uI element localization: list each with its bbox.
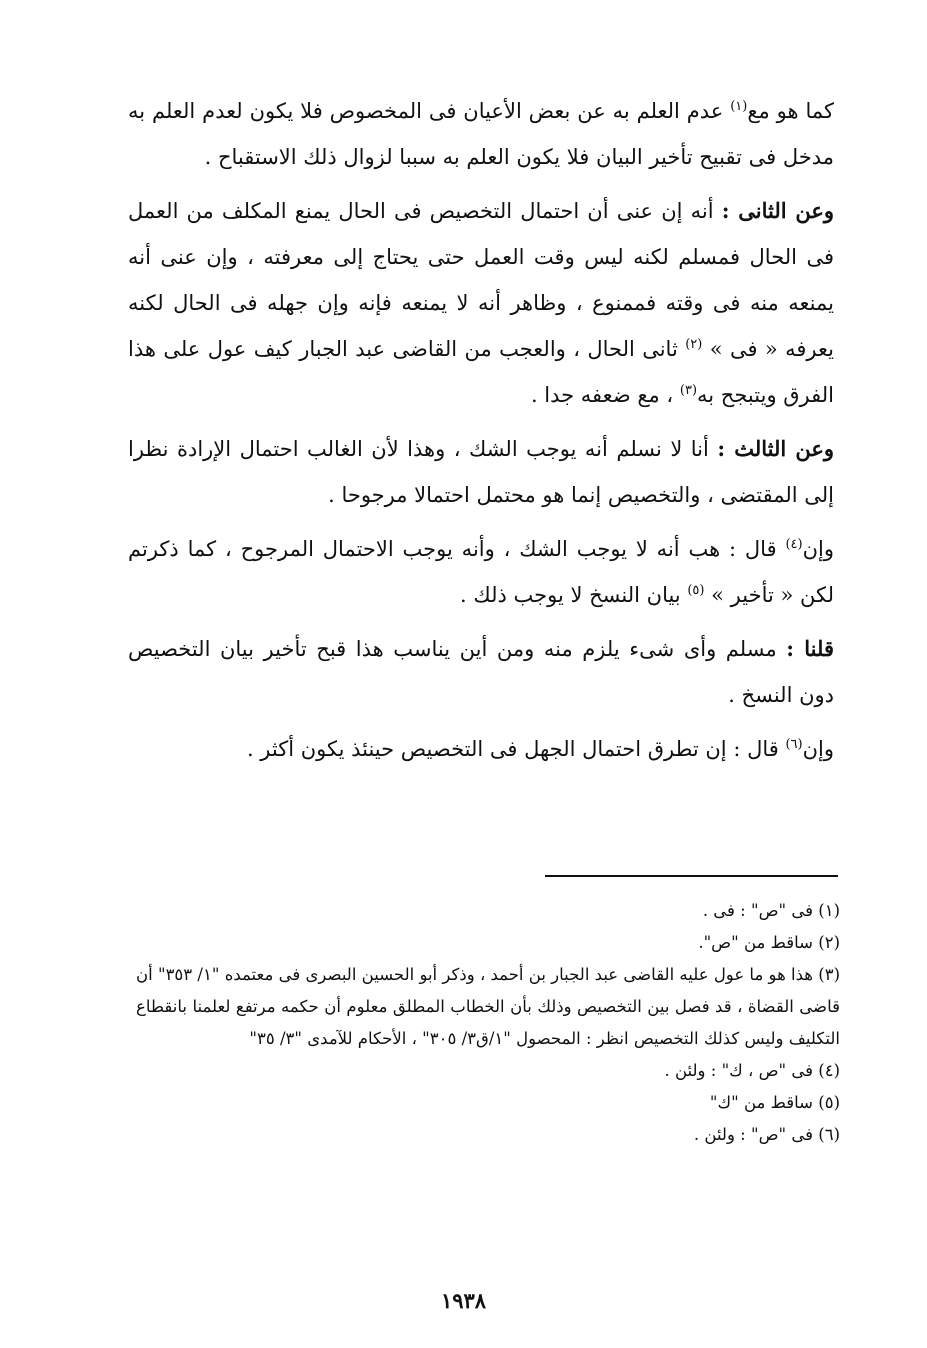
text-run: قال : إن تطرق احتمال الجهل فى التخصيص حينئذ يكون أكثر . xyxy=(246,737,786,761)
paragraph-2 xyxy=(128,188,834,418)
text-run: قال : هب أنه لا يوجب الشك ، وأنه يوجب الاحتمال المرجوح ، كما ذكرتم لكن « تأخير » xyxy=(128,537,834,607)
text-run: بيان النسخ لا يوجب ذلك . xyxy=(460,583,688,607)
text-run: مسلم وأى شىء يلزم منه ومن أين يناسب هذا قبح تأخير بيان التخصيص دون النسخ . xyxy=(128,637,834,707)
footnote-ref[interactable]: (٣) xyxy=(679,383,698,398)
paragraph-5 xyxy=(128,626,834,718)
footnote-2: (٢) ساقط من "ص". xyxy=(698,933,840,952)
text-run: أنه إن عنى أن احتمال التخصيص فى الحال يمنع المكلف من العمل فى الحال فمسلم لكنه ليس وقت العمل حتى يحتاج إلى معرفته ، وإن عنى أنه يمنعه منه فى وقته فممنوع ، وظاهر أنه لا يمنعه فإنه وإن جهله فى الحال لكنه يعرفه « فى » xyxy=(128,199,834,361)
text-run: أنا لا نسلم أنه يوجب الشك ، وهذا لأن الغالب احتمال الإرادة نظرا إلى المقتضى ، والتخصيص إنما هو محتمل احتمالا مرجوحا . xyxy=(128,437,834,507)
footnote-ref[interactable]: (٢) xyxy=(685,337,703,352)
text-run: وإن xyxy=(802,537,834,561)
text-run: عدم العلم به عن بعض الأعيان فى المخصوص فلا يكون لعدم العلم به مدخل فى تقبيح تأخير البيان فلا يكون العلم به سببا لزوال ذلك الاستقباح . xyxy=(128,99,834,169)
text-run: كما هو مع xyxy=(747,99,834,123)
paragraph-3 xyxy=(128,426,834,518)
footnote-ref[interactable]: (٥) xyxy=(687,583,705,598)
paragraph-lead: وعن الثانى : xyxy=(721,198,834,223)
paragraph-lead: قلنا : xyxy=(786,636,834,661)
footnote-4: (٤) فى "ص ، ك" : ولئن . xyxy=(664,1061,840,1080)
footnote-ref[interactable]: (١) xyxy=(730,99,748,114)
paragraph-6 xyxy=(128,726,834,772)
footnote-5: (٥) ساقط من "ك" xyxy=(709,1093,840,1112)
main-text xyxy=(128,88,834,780)
footnote-divider xyxy=(545,875,838,877)
paragraph-lead: وعن الثالث : xyxy=(717,436,834,461)
paragraph-1 xyxy=(128,88,834,180)
page-number: ١٩٣٨ xyxy=(440,1288,487,1313)
text-run: ، مع ضعفه جدا . xyxy=(530,383,680,407)
footnote-6: (٦) فى "ص" : ولئن . xyxy=(693,1125,840,1144)
footnote-ref[interactable]: (٤) xyxy=(785,537,803,552)
footnotes xyxy=(136,895,840,1151)
text-run: وإن xyxy=(802,737,834,761)
footnote-ref[interactable]: (٦) xyxy=(785,737,803,752)
paragraph-4 xyxy=(128,526,834,618)
footnote-1: (١) فى "ص" : فى . xyxy=(702,901,840,920)
text-run: ثانى الحال ، والعجب من القاضى عبد الجبار كيف عول على هذا الفرق ويتبجح به xyxy=(128,337,834,407)
footnote-3: (٣) هذا هو ما عول عليه القاضى عبد الجبار بن أحمد ، وذكر أبو الحسين البصرى فى معتمده "١/ ٣٥٣" أن قاضى القضاة ، قد فصل بين التخصيص وذلك بأن الخطاب المطلق معلوم أن حكمه مرتفع لعلمنا بانقطاع التكليف وليس كذلك التخصيص انظر : المحصول "١/ق٣/ ٣٠٥" ، الأحكام للآمدى "٣/ ٣٥" xyxy=(136,965,840,1048)
